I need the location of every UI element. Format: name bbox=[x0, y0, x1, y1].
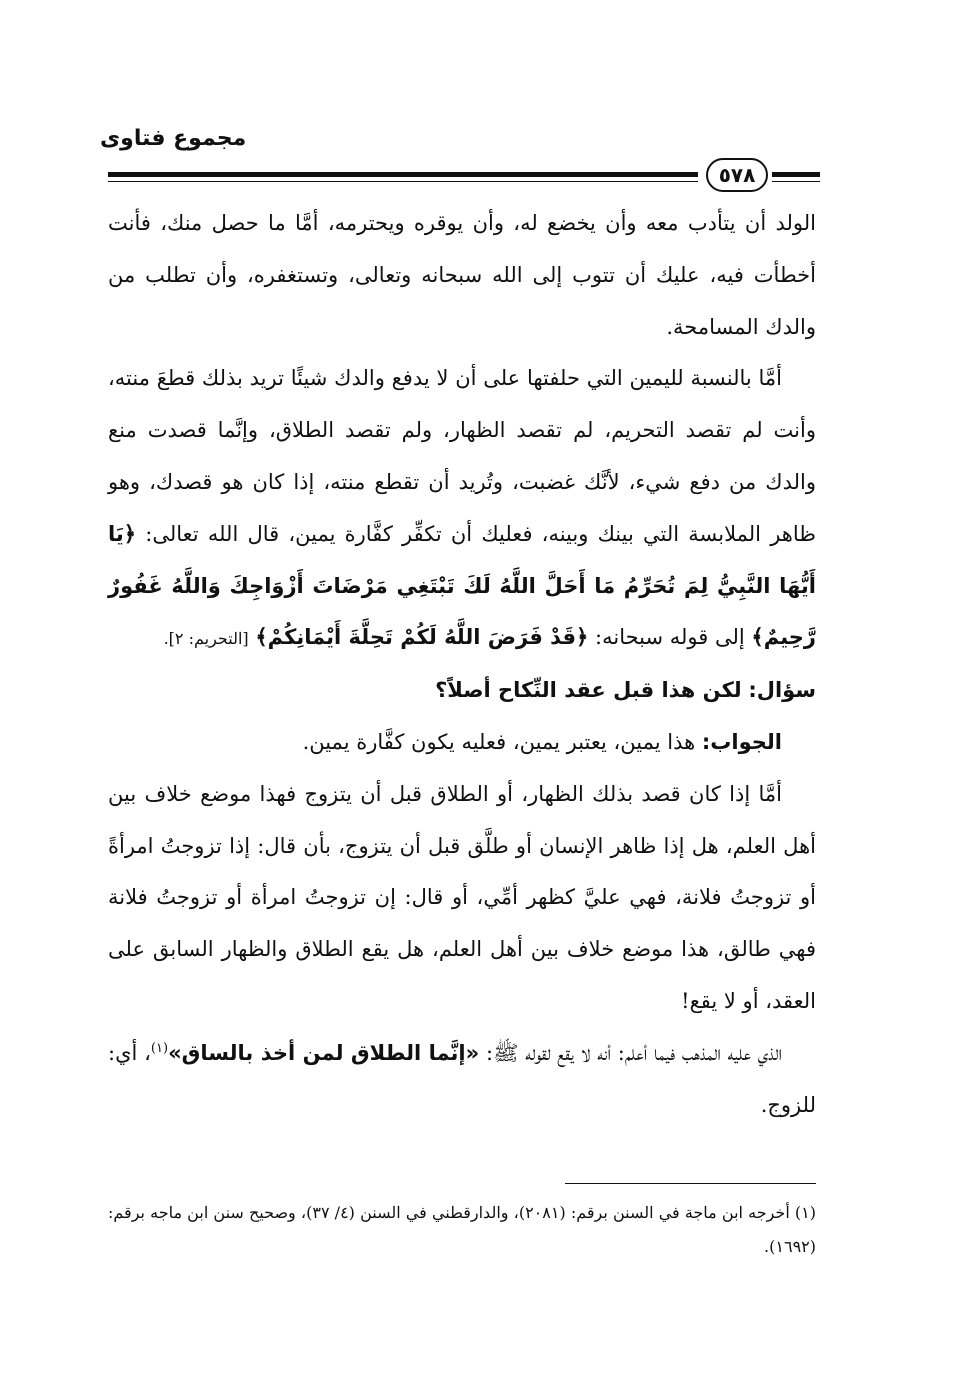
footnote bbox=[108, 1196, 816, 1264]
header-rule-thick bbox=[108, 172, 698, 177]
quran-verse-2: ﴿قَدْ فَرَضَ اللَّهُ لَكُمْ تَحِلَّةَ أَيْمَانِكُمْ﴾ bbox=[255, 625, 589, 650]
main-text bbox=[108, 198, 816, 1131]
answer-label: الجواب: bbox=[701, 729, 782, 754]
paragraph-4-end: ، أي: للزوج. bbox=[108, 1040, 816, 1117]
question-text: لكن هذا قبل عقد النِّكاح أصلاً؟ bbox=[435, 678, 742, 703]
header-rule-right-thin bbox=[772, 181, 820, 182]
header-rule-right-thick bbox=[772, 172, 820, 177]
question-label: سؤال: bbox=[748, 678, 816, 703]
page-number: ٥٧٨ bbox=[706, 158, 768, 192]
paragraph-2 bbox=[108, 353, 816, 665]
paragraph-2-text: أمَّا بالنسبة لليمين التي حلفتها على أن لا يدفع والدك شيئًا تريد بذلك قطعَ منته، وأنت لم تقصد التحريم، لم تقصد الظهار، ولم تقصد الطلاق، وإنَّما قصدت منع والدك من دفع شيء، لأنَّك غضبت، وتُريد أن تقطع منته، إذا كان هو قصدك، وهو ظاهر الملابسة التي بينك وبينه، فعليك أن تكفِّر كفَّارة يمين، قال الله تعالى: bbox=[108, 366, 816, 546]
paragraph-4-text: الذي عليه المذهب فيما أعلم: أنه لا يقع لقوله ﷺ: bbox=[486, 1040, 783, 1065]
question bbox=[108, 665, 816, 717]
footnote-divider bbox=[565, 1183, 816, 1184]
quran-verse-1: ﴿يَا أَيُّهَا النَّبِيُّ لِمَ تُحَرِّمُ مَا أَحَلَّ اللَّهُ لَكَ تَبْتَغِي مَرْضَاتَ أَزْوَاجِكَ وَاللَّهُ غَفُورٌ رَّحِيمٌ﴾ bbox=[108, 521, 816, 650]
footnote-1: (١) أخرجه ابن ماجة في السنن برقم: (٢٠٨١)، والدارقطني في السنن (٤/ ٣٧)، وصحيح سنن ابن ماجه برقم: (١٦٩٢). bbox=[108, 1203, 816, 1256]
hadith-quote: «إنَّما الطلاق لمن أخذ بالساق» bbox=[168, 1040, 480, 1065]
paragraph-4 bbox=[108, 1028, 816, 1132]
paragraph-1: الولد أن يتأدب معه وأن يخضع له، وأن يوقره ويحترمه، أمَّا ما حصل منك، فأنت أخطأت فيه، عليك أن تتوب إلى الله سبحانه وتعالى، وتستغفره، وأن تطلب من والدك المسامحة. bbox=[108, 211, 816, 339]
quran-reference: [التحريم: ٢]. bbox=[163, 629, 249, 649]
paragraph-3: أمَّا إذا كان قصد بذلك الظهار، أو الطلاق قبل أن يتزوج فهذا موضع خلاف بين أهل العلم، هل إذا ظاهر الإنسان أو طلَّق قبل أن يتزوج، بأن قال: إذا تزوجتُ امرأةً أو تزوجتُ فلانة، فهي عليَّ كظهر أمِّي، أو قال: إن تزوجتُ امرأة أو تزوجتُ فلانة فهي طالق، هذا موضع خلاف بين أهل العلم، هل يقع الطلاق والظهار السابق على العقد، أو لا يقع! bbox=[108, 781, 816, 1013]
footnote-marker: (١) bbox=[150, 1040, 169, 1056]
header-rule-thin bbox=[108, 181, 698, 182]
book-title: مجموع فتاوى bbox=[100, 126, 247, 151]
paragraph-2-mid: إلى قوله سبحانه: bbox=[595, 625, 745, 650]
answer-text: هذا يمين، يعتبر يمين، فعليه يكون كفَّارة يمين. bbox=[302, 729, 696, 754]
answer bbox=[108, 717, 816, 769]
